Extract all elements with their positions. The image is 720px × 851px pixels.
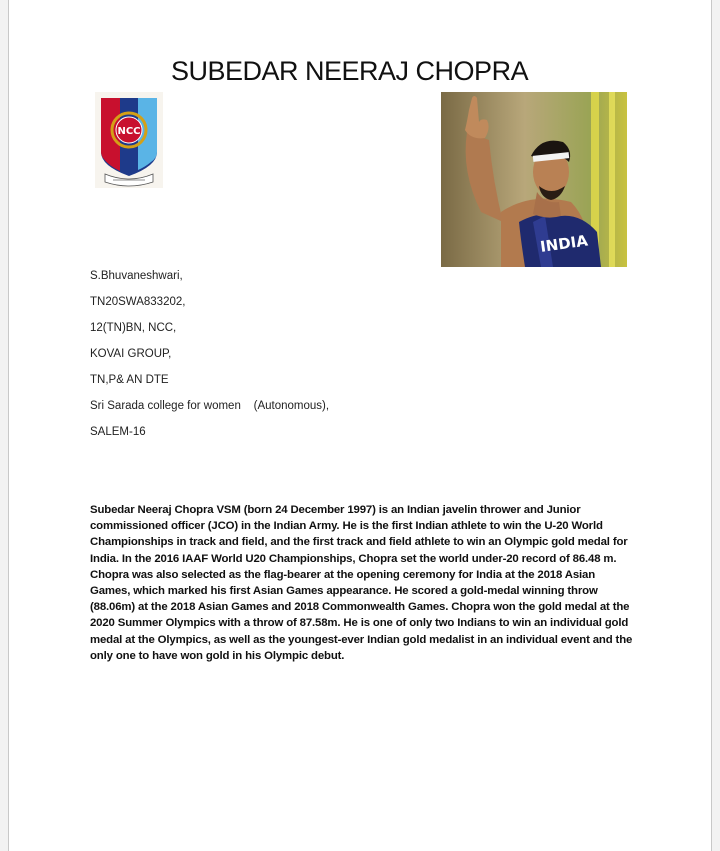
athlete-photo (441, 92, 627, 267)
address-line-regno: TN20SWA833202, (90, 296, 186, 308)
address-line-college: Sri Sarada college for women (Autonomous), (90, 400, 330, 412)
address-line-directorate: TN,P& AN DTE (90, 374, 169, 386)
jersey-text: INDIA (539, 231, 589, 256)
address-line-city: SALEM-16 (90, 426, 146, 438)
page-title: SUBEDAR NEERAJ CHOPRA (171, 56, 529, 86)
address-block (90, 269, 329, 451)
document-page (8, 0, 712, 851)
ncc-crest-icon (95, 92, 163, 188)
address-line-group: KOVAI GROUP, (90, 348, 172, 360)
address-line-name: S.Bhuvaneshwari, (90, 270, 183, 282)
ncc-logo-text: NCC (117, 126, 141, 137)
biography-paragraph: Subedar Neeraj Chopra VSM (born 24 December 1997) is an Indian javelin thrower and Junior commissioned officer (JCO) in the Indian Army. He is the first Indian athlete to win the U-20 World Championships in track and field, and the first track and field athlete to win an Olympic gold medal for India. In the 2016 IAAF World U20 Championships, Chopra set the world under-20 record of 86.48 m. Chopra was also selected as the flag-bearer at the opening ceremony for India at the 2018 Asian Games, which marked his first Asian Games appearance. He scored a gold-medal winning throw (88.06m) at the 2018 Asian Games and 2018 Commonwealth Games. Chopra won the gold medal at the 2020 Summer Olympics with a throw of 87.58m. He is one of only two Indians to win an individual gold medal at the Olympics, as well as the youngest-ever Indian gold medalist in an individual event and the only one to have won gold in his Olympic debut. (90, 504, 633, 662)
address-line-battalion: 12(TN)BN, NCC, (90, 322, 177, 334)
